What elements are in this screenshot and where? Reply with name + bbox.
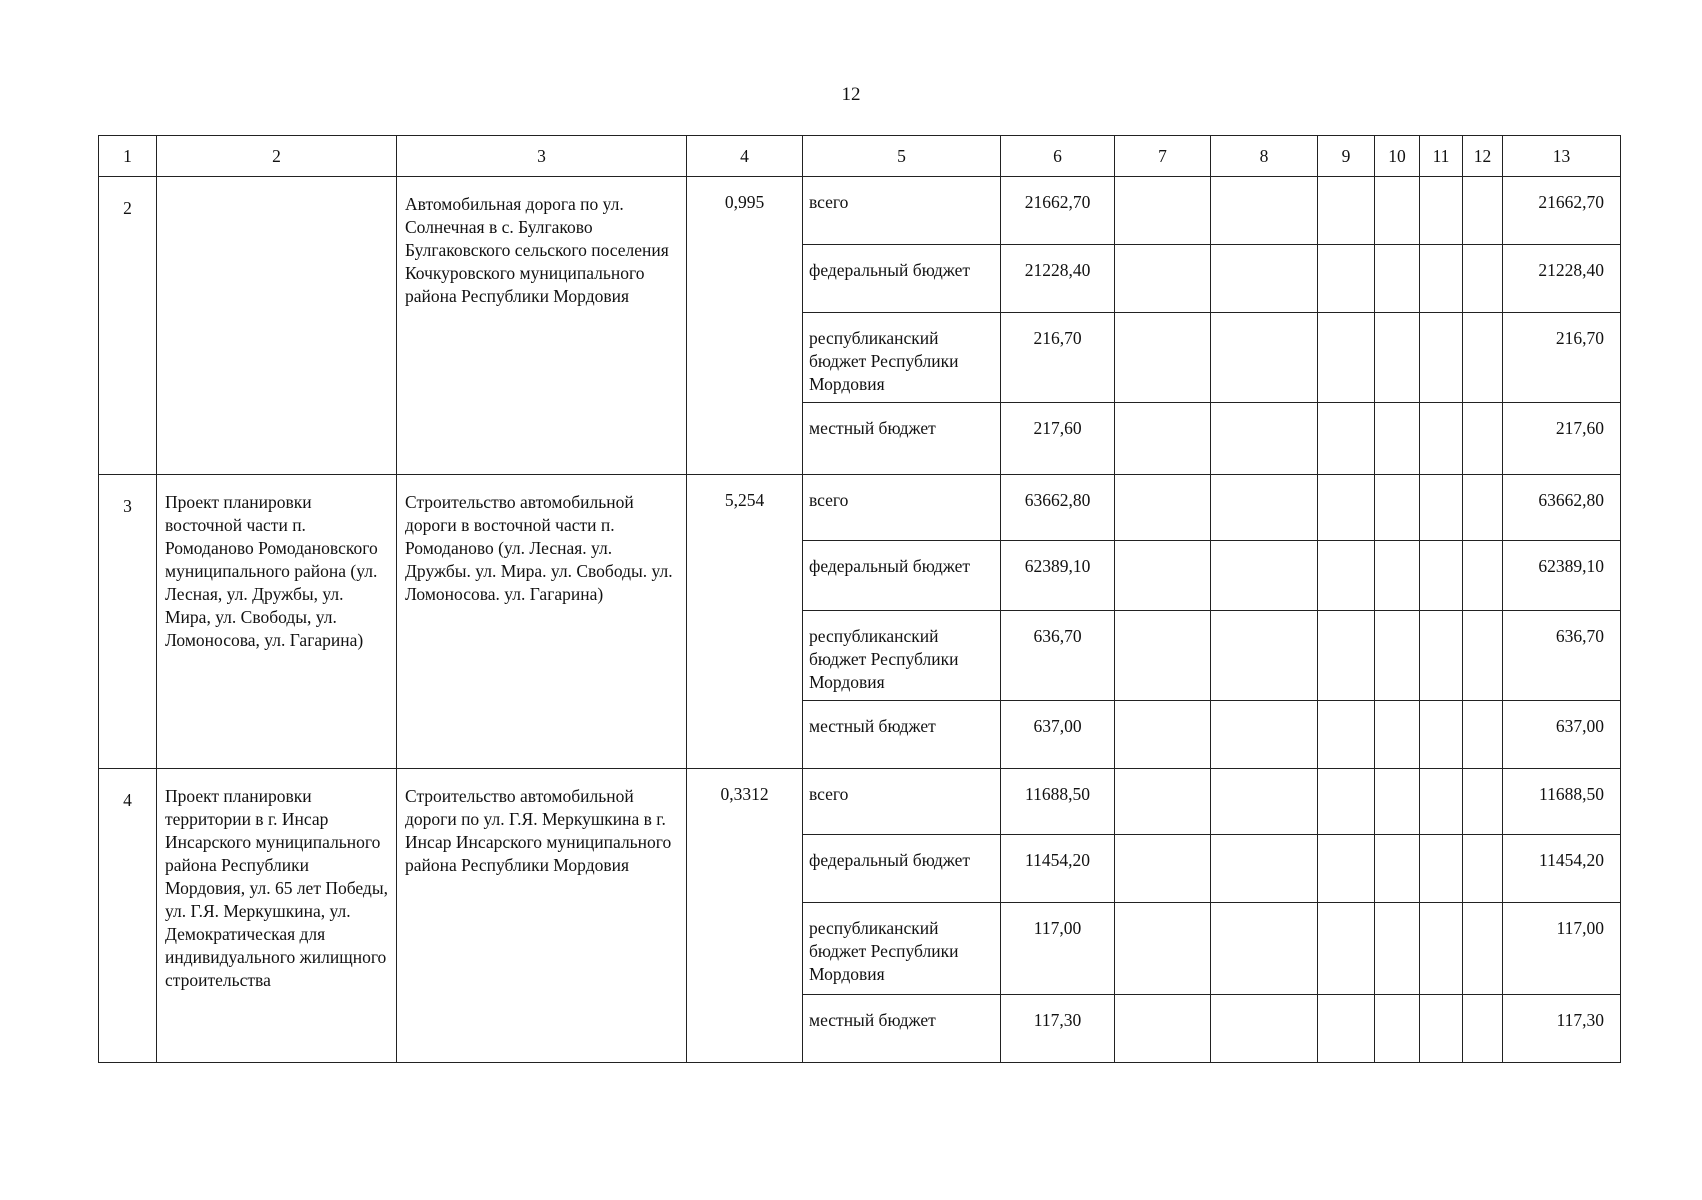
amount-cell: 11688,50 bbox=[1001, 769, 1115, 835]
length-cell: 5,254 bbox=[687, 475, 803, 769]
total-cell: 11454,20 bbox=[1503, 835, 1621, 903]
source-label: всего bbox=[803, 177, 1001, 245]
amount-cell: 217,60 bbox=[1001, 403, 1115, 475]
total-cell: 21228,40 bbox=[1503, 245, 1621, 313]
amount-cell: 11454,20 bbox=[1001, 835, 1115, 903]
total-cell: 117,30 bbox=[1503, 995, 1621, 1063]
row-number: 3 bbox=[99, 475, 157, 769]
amount-cell: 117,30 bbox=[1001, 995, 1115, 1063]
column-number: 5 bbox=[803, 136, 1001, 177]
column-number: 9 bbox=[1318, 136, 1375, 177]
table-row bbox=[99, 475, 1621, 541]
amount-cell: 21228,40 bbox=[1001, 245, 1115, 313]
total-cell: 62389,10 bbox=[1503, 541, 1621, 611]
source-label: местный бюджет bbox=[803, 995, 1001, 1063]
object-cell: Строительство автомобильной дороги в восточной части п. Ромоданово (ул. Лесная. ул. Дружбы. ул. Мира. ул. Свободы. ул. Ломоносова. ул. Гагарина) bbox=[397, 475, 687, 769]
object-cell: Автомобильная дорога по ул. Солнечная в с. Булгаково Булгаковского сельского поселения Кочкуровского муниципального района Республики Мордовия bbox=[397, 177, 687, 475]
row-number: 2 bbox=[99, 177, 157, 475]
source-label: федеральный бюджет bbox=[803, 245, 1001, 313]
amount-cell: 63662,80 bbox=[1001, 475, 1115, 541]
amount-cell: 21662,70 bbox=[1001, 177, 1115, 245]
total-cell: 637,00 bbox=[1503, 701, 1621, 769]
page-number: 12 bbox=[841, 84, 861, 105]
source-label: местный бюджет bbox=[803, 701, 1001, 769]
total-cell: 63662,80 bbox=[1503, 475, 1621, 541]
source-label: республиканский бюджет Республики Мордовия bbox=[803, 313, 1001, 403]
column-number: 7 bbox=[1115, 136, 1211, 177]
amount-cell: 62389,10 bbox=[1001, 541, 1115, 611]
row-number: 4 bbox=[99, 769, 157, 1063]
column-number: 1 bbox=[99, 136, 157, 177]
source-label: всего bbox=[803, 769, 1001, 835]
total-cell: 21662,70 bbox=[1503, 177, 1621, 245]
project-cell: Проект планировки восточной части п. Ромоданово Ромодановского муниципального района (ул. Лесная, ул. Дружбы, ул. Мира, ул. Свободы, ул. Ломоносова, ул. Гагарина) bbox=[157, 475, 397, 769]
column-number: 11 bbox=[1420, 136, 1463, 177]
amount-cell: 636,70 bbox=[1001, 611, 1115, 701]
length-cell: 0,3312 bbox=[687, 769, 803, 1063]
total-cell: 217,60 bbox=[1503, 403, 1621, 475]
column-number: 4 bbox=[687, 136, 803, 177]
column-number-row bbox=[99, 136, 1621, 177]
column-number: 10 bbox=[1375, 136, 1420, 177]
total-cell: 216,70 bbox=[1503, 313, 1621, 403]
project-cell: Проект планировки территории в г. Инсар Инсарского муниципального района Республики Мордовия, ул. 65 лет Победы, ул. Г.Я. Меркушкина, ул. Демократическая для индивидуального жилищного строительства bbox=[157, 769, 397, 1063]
amount-cell: 117,00 bbox=[1001, 903, 1115, 995]
amount-cell: 216,70 bbox=[1001, 313, 1115, 403]
column-number: 13 bbox=[1503, 136, 1621, 177]
table-row bbox=[99, 769, 1621, 835]
source-label: всего bbox=[803, 475, 1001, 541]
column-number: 8 bbox=[1211, 136, 1318, 177]
source-label: федеральный бюджет bbox=[803, 835, 1001, 903]
budget-table bbox=[98, 135, 1621, 1063]
source-label: федеральный бюджет bbox=[803, 541, 1001, 611]
total-cell: 11688,50 bbox=[1503, 769, 1621, 835]
source-label: республиканский бюджет Республики Мордовия bbox=[803, 903, 1001, 995]
project-cell bbox=[157, 177, 397, 475]
amount-cell: 637,00 bbox=[1001, 701, 1115, 769]
source-label: республиканский бюджет Республики Мордовия bbox=[803, 611, 1001, 701]
column-number: 2 bbox=[157, 136, 397, 177]
column-number: 3 bbox=[397, 136, 687, 177]
column-number: 12 bbox=[1463, 136, 1503, 177]
object-cell: Строительство автомобильной дороги по ул. Г.Я. Меркушкина в г. Инсар Инсарского муниципального района Республики Мордовия bbox=[397, 769, 687, 1063]
length-cell: 0,995 bbox=[687, 177, 803, 475]
table-row bbox=[99, 177, 1621, 245]
source-label: местный бюджет bbox=[803, 403, 1001, 475]
column-number: 6 bbox=[1001, 136, 1115, 177]
total-cell: 117,00 bbox=[1503, 903, 1621, 995]
total-cell: 636,70 bbox=[1503, 611, 1621, 701]
